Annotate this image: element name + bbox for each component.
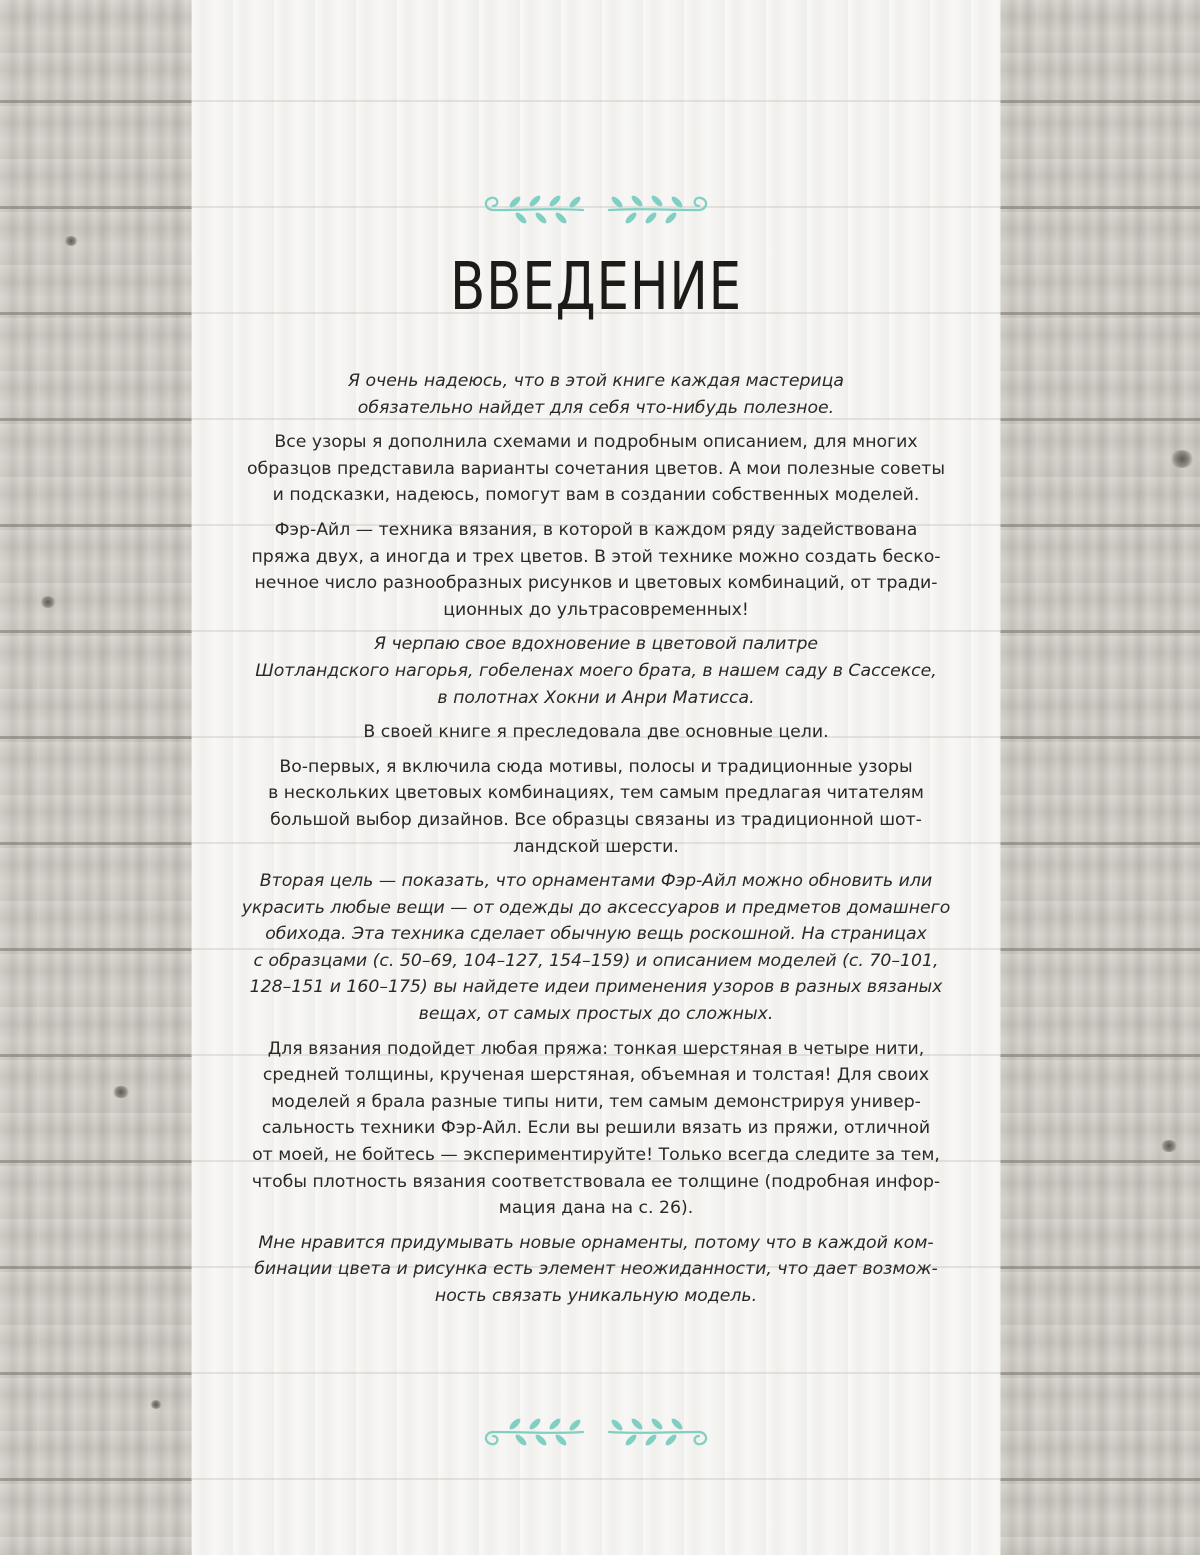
text-line: Для вязания подойдет любая пряжа: тонкая шерстяная в четыре нити,: [267, 1038, 925, 1059]
content-panel: [192, 0, 1000, 1555]
wood-knot: [1170, 450, 1194, 468]
leaf-vine-ornament-top-icon: [471, 180, 721, 230]
paragraph: [232, 719, 960, 746]
text-line: ционных до ультрасовременных!: [443, 599, 749, 620]
text-line: Вторая цель — показать, что орнаментами Фэр-Айл можно обновить или: [259, 871, 933, 892]
wood-knot: [64, 236, 78, 246]
page-title: ВВЕДЕНИЕ: [450, 248, 742, 325]
text-line: ность связать уникальную модель.: [434, 1286, 758, 1306]
text-line: Я черпаю свое вдохновение в цветовой палитре: [373, 634, 819, 655]
text-line: в нескольких цветовых комбинациях, тем самым предлагая читателям: [268, 783, 924, 804]
text-line: украсить любые вещи — от одежды до аксессуаров и предметов домашнего: [241, 897, 951, 918]
text-line: Все узоры я дополнила схемами и подробным описанием, для многих: [274, 432, 918, 453]
text-line: Я очень надеюсь, что в этой книге каждая мастерица: [347, 371, 845, 391]
text-line: моделей я брала разные типы нити, тем самым демонстрируя универ-: [271, 1091, 921, 1112]
text-line: обязательно найдет для себя что-нибудь полезное.: [357, 397, 835, 418]
leaf-vine-ornament-bottom-icon: [471, 1412, 721, 1462]
paragraph: [232, 368, 960, 421]
text-line: большой выбор дизайнов. Все образцы связаны из традиционной шот-: [270, 809, 922, 830]
text-line: вещах, от самых простых до сложных.: [418, 1004, 774, 1025]
text-line: чтобы плотность вязания соответствовала ее толщине (подробная инфор-: [251, 1171, 941, 1192]
text-line: Мне нравится придумывать новые орнаменты, потому что в каждой ком-: [258, 1232, 934, 1253]
text-line: бинации цвета и рисунка есть элемент неожиданности, что дает возмож-: [254, 1259, 938, 1280]
wood-knot: [112, 1086, 130, 1098]
paragraph: [232, 631, 960, 711]
paragraph: [232, 517, 960, 623]
text-line: от моей, не бойтесь — экспериментируйте! Только всегда следите за тем,: [252, 1145, 940, 1166]
text-line: в полотнах Хокни и Анри Матисса.: [437, 687, 755, 708]
text-line: обихода. Эта техника сделает обычную вещь роскошной. На страницах: [265, 924, 927, 945]
text-line: Шотландского нагорья, гобеленах моего брата, в нашем саду в Сассексе,: [255, 660, 937, 681]
text-line: и подсказки, надеюсь, помогут вам в создании собственных моделей.: [272, 485, 920, 506]
text-line: В своей книге я преследовала две основные цели.: [363, 722, 829, 743]
wood-knot: [150, 1400, 162, 1409]
wood-knot: [40, 596, 56, 608]
text-line: сальность техники Фэр-Айл. Если вы решили вязать из пряжи, отличной: [261, 1118, 931, 1139]
text-line: ландской шерсти.: [513, 836, 679, 857]
paragraph: [232, 429, 960, 509]
paragraph: [232, 868, 960, 1028]
text-line: средней толщины, крученая шерстяная, объемная и толстая! Для своих: [262, 1065, 930, 1086]
paragraph: [232, 754, 960, 860]
text-line: нечное число разнообразных рисунков и цветовых комбинаций, от тради-: [254, 573, 938, 594]
text-line: Во-первых, я включила сюда мотивы, полосы и традиционные узоры: [279, 756, 913, 777]
paragraph: [232, 1230, 960, 1310]
text-line: с образцами (с. 50–69, 104–127, 154–159) и описанием моделей (с. 70–101,: [253, 950, 939, 971]
text-line: 128–151 и 160–175) вы найдете идеи применения узоров в разных вязаных: [249, 977, 943, 998]
text-line: образцов представила варианты сочетания цветов. А мои полезные советы: [246, 458, 946, 479]
text-line: Фэр-Айл — техника вязания, в которой в каждом ряду задействована: [274, 519, 918, 540]
text-line: мация дана на с. 26).: [498, 1198, 694, 1219]
intro-body-text: [232, 368, 960, 1318]
text-line: пряжа двух, а иногда и трех цветов. В этой технике можно создать беско-: [251, 546, 941, 567]
wood-knot: [1160, 1140, 1178, 1152]
paragraph: [232, 1036, 960, 1222]
